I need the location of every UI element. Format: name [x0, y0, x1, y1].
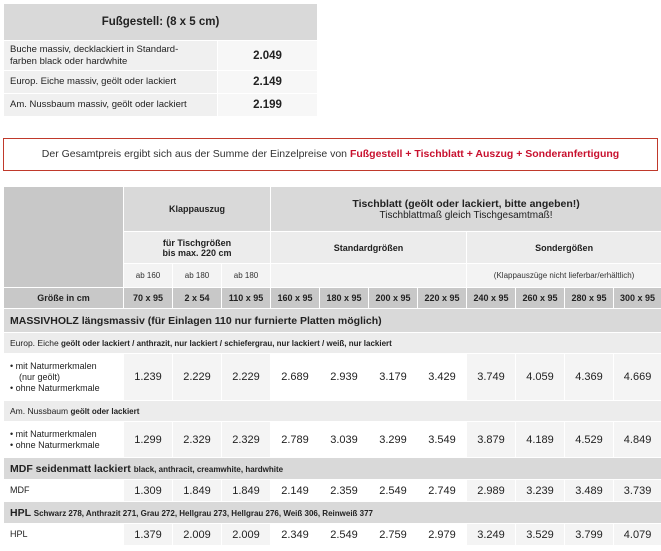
price-cell: 4.529 [565, 422, 614, 458]
row-description: Europ. Eiche massiv, geölt oder lackiert [4, 71, 218, 94]
price-cell: 1.309 [124, 480, 173, 502]
nussbaum-label: Am. Nussbaum [10, 406, 69, 416]
mdf-title-small: black, anthracit, creamwhite, hardwhite [133, 464, 284, 474]
price-cell: 2.689 [271, 354, 320, 401]
price-cell: 2.989 [467, 480, 516, 502]
banner-highlight: Fußgestell + Tischblatt + Auszug + Sonderanfertigung [349, 148, 620, 160]
subsection-row [4, 401, 661, 422]
price-cell: 2.789 [271, 422, 320, 458]
price-cell: 2.759 [369, 524, 418, 546]
row-description [4, 41, 218, 71]
mdf-title-text: MDF seidenmatt lackiert [10, 462, 131, 475]
size-cell: 160 x 95 [271, 288, 320, 309]
price-cell: 2.009 [173, 524, 222, 546]
price-cell: 1.379 [124, 524, 173, 546]
table-row [4, 524, 661, 546]
section-row [4, 502, 661, 524]
price-cell: 2.229 [222, 354, 271, 401]
price-cell: 1.849 [173, 480, 222, 502]
price-cell: 3.529 [516, 524, 565, 546]
fuer-tischgroessen [124, 232, 271, 264]
size-cell: 220 x 95 [418, 288, 467, 309]
corner-cell [4, 187, 124, 288]
price-cell: 4.669 [614, 354, 661, 401]
price-cell: 2.749 [418, 480, 467, 502]
price-cell: 2.199 [218, 94, 318, 117]
size-cell: 240 x 95 [467, 288, 516, 309]
label-line: • ohne Naturmerkmale [10, 382, 100, 393]
nussbaum-subsection [4, 401, 661, 422]
price-cell: 3.299 [369, 422, 418, 458]
price-cell: 4.849 [614, 422, 661, 458]
section-row [4, 458, 661, 480]
size-cell: 70 x 95 [124, 288, 173, 309]
fussgestell-table [3, 3, 318, 117]
tischblatt-header [271, 187, 661, 232]
fussgestell-header: Fußgestell: (8 x 5 cm) [4, 4, 318, 41]
table-row [4, 94, 318, 117]
massivholz-title: MASSIVHOLZ längsmassiv (für Einlagen 110 nur furnierte Platten möglich) [4, 309, 661, 333]
hpl-title-small: Schwarz 278, Anthrazit 271, Grau 272, Hellgrau 273, Hellgrau 276, Weiß 306, Reinweiß 377 [33, 508, 373, 518]
label-line: (nur geölt) [19, 371, 61, 382]
ab-cell: ab 180 [173, 264, 222, 288]
price-cell: 1.299 [124, 422, 173, 458]
price-cell: 2.349 [271, 524, 320, 546]
price-cell: 3.749 [467, 354, 516, 401]
price-cell: 3.239 [516, 480, 565, 502]
price-table [3, 186, 661, 546]
section-row [4, 309, 661, 333]
size-cell: 110 x 95 [222, 288, 271, 309]
mdf-title [4, 458, 661, 480]
eiche-desc: geölt oder lackiert / anthrazit, nur lackiert / schiefergrau, nur lackiert / weiß, nur lackiert [61, 339, 392, 348]
price-cell: 3.549 [418, 422, 467, 458]
price-cell: 2.229 [173, 354, 222, 401]
price-cell: 4.059 [516, 354, 565, 401]
tischblatt-title: Tischblatt (geölt oder lackiert, bitte angeben!) [352, 197, 580, 210]
standard-sizes-header: Standardgrößen [271, 232, 467, 264]
price-cell: 2.939 [320, 354, 369, 401]
label-line: • mit Naturmerkmalen [10, 428, 97, 439]
price-cell: 2.329 [173, 422, 222, 458]
table-row [4, 480, 661, 502]
price-cell: 4.079 [614, 524, 661, 546]
banner-text: Der Gesamtpreis ergibt sich aus der Summe der Einzelpreise von [41, 148, 348, 160]
ab-cell: ab 180 [222, 264, 271, 288]
price-cell: 1.239 [124, 354, 173, 401]
size-cell: 300 x 95 [614, 288, 661, 309]
price-cell: 3.039 [320, 422, 369, 458]
price-cell: 2.009 [222, 524, 271, 546]
price-cell: 2.549 [369, 480, 418, 502]
desc-line: farben black oder hardwhite [10, 55, 128, 67]
fuer-line: bis max. 220 cm [162, 247, 232, 258]
ab-cell: ab 160 [124, 264, 173, 288]
price-cell: 3.739 [614, 480, 661, 502]
price-cell: 3.489 [565, 480, 614, 502]
hpl-title-text: HPL [10, 506, 31, 519]
label-line: • mit Naturmerkmalen [10, 360, 97, 371]
subsection-row [4, 333, 661, 354]
price-cell: 2.549 [320, 524, 369, 546]
eiche-label: Europ. Eiche [10, 338, 59, 348]
price-cell: 4.369 [565, 354, 614, 401]
price-cell: 4.189 [516, 422, 565, 458]
row-description: Am. Nussbaum massiv, geölt oder lackiert [4, 94, 218, 117]
row-label: HPL [4, 524, 124, 546]
price-cell: 2.149 [271, 480, 320, 502]
table-row [4, 422, 661, 458]
desc-line: Buche massiv, decklackiert in Standard- [10, 43, 179, 55]
price-cell: 3.879 [467, 422, 516, 458]
size-cell: 280 x 95 [565, 288, 614, 309]
row-label: MDF [4, 480, 124, 502]
hpl-title [4, 502, 661, 524]
special-sizes-header: Sondergößen [467, 232, 661, 264]
size-cell: 200 x 95 [369, 288, 418, 309]
special-sizes-note: (Klappauszüge nicht lieferbar/erhältlich) [467, 264, 661, 288]
row-label [4, 354, 124, 401]
klappauszug-header: Klappauszug [124, 187, 271, 232]
groesse-label: Größe in cm [4, 288, 124, 309]
row-label [4, 422, 124, 458]
fuer-line: für Tischgrößen [162, 237, 232, 248]
price-cell: 3.249 [467, 524, 516, 546]
price-cell: 2.149 [218, 71, 318, 94]
sizes-row [4, 288, 661, 309]
price-cell: 2.049 [218, 41, 318, 71]
size-cell: 2 x 54 [173, 288, 222, 309]
header-row [4, 187, 661, 232]
label-line: • ohne Naturmerkmale [10, 439, 100, 450]
size-cell: 180 x 95 [320, 288, 369, 309]
table-row [4, 71, 318, 94]
empty-cell [271, 264, 467, 288]
price-cell: 2.359 [320, 480, 369, 502]
size-cell: 260 x 95 [516, 288, 565, 309]
nussbaum-desc: geölt oder lackiert [70, 407, 140, 416]
price-cell: 1.849 [222, 480, 271, 502]
price-cell: 3.799 [565, 524, 614, 546]
table-row [4, 354, 661, 401]
total-price-banner [3, 138, 658, 171]
price-cell: 2.979 [418, 524, 467, 546]
price-cell: 2.329 [222, 422, 271, 458]
table-row [4, 41, 318, 71]
tischblatt-subtitle: Tischblattmaß gleich Tischgesamtmaß! [379, 209, 553, 221]
price-cell: 3.429 [418, 354, 467, 401]
price-cell: 3.179 [369, 354, 418, 401]
eiche-subsection [4, 333, 661, 354]
